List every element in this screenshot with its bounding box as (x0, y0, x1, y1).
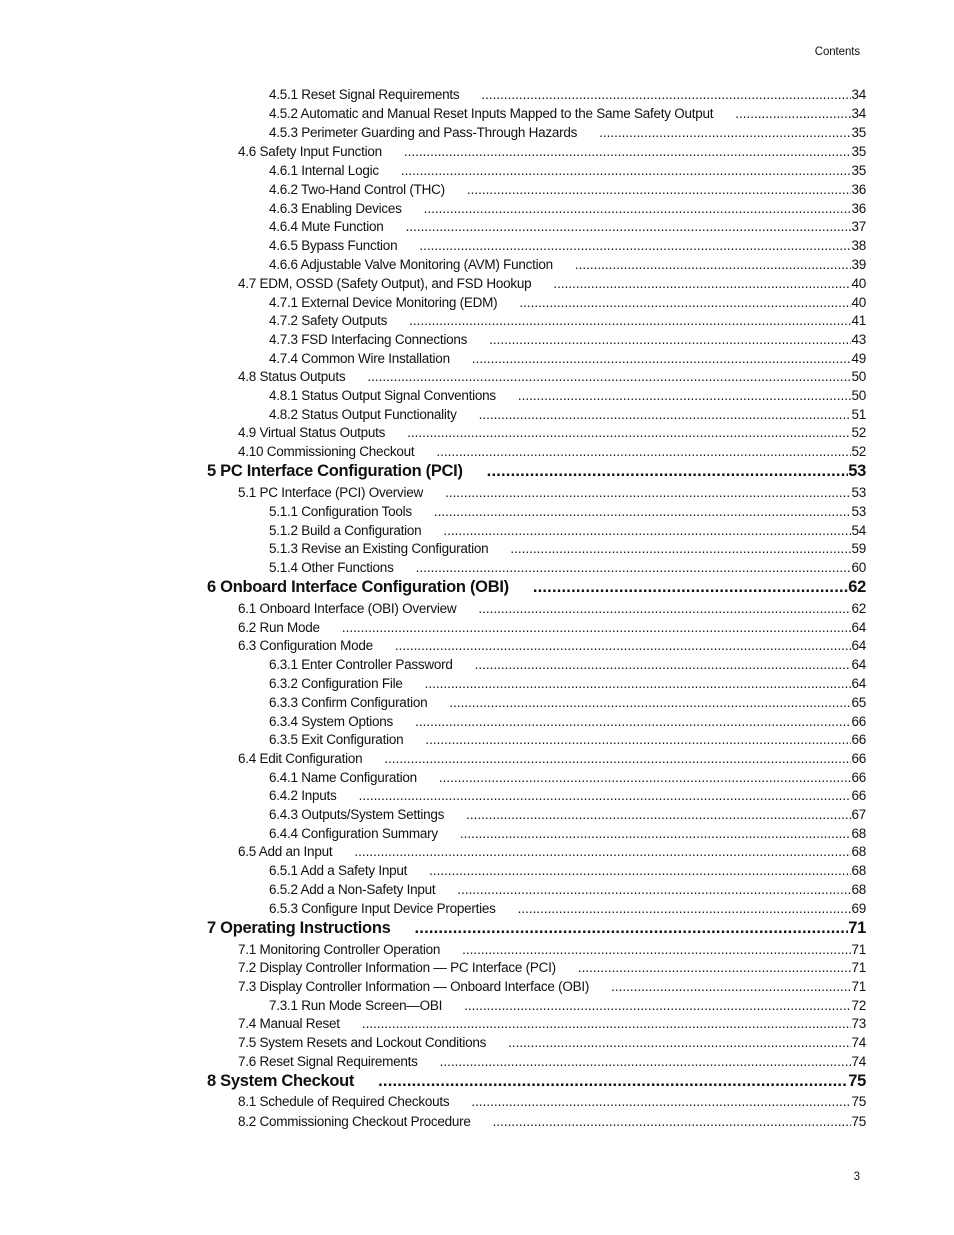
toc-entry-title: 6 Onboard Interface Configuration (OBI) (207, 578, 509, 596)
toc-entry[interactable] (269, 862, 866, 880)
toc-entry[interactable] (238, 424, 866, 442)
page-number: 3 (853, 1171, 860, 1183)
toc-entry-title: 7.3 Display Controller Information — Onboard Interface (OBI) (238, 979, 590, 994)
toc-entry-page: 73 (851, 1016, 866, 1031)
toc-entry-title: 4.6.4 Mute Function (269, 219, 384, 234)
toc-entry-page: 74 (851, 1035, 866, 1050)
toc-dot-leader (489, 331, 851, 349)
toc-entry-page: 50 (851, 369, 866, 384)
toc-entry-title: 6.5.3 Configure Input Device Properties (269, 901, 496, 916)
toc-entry-title: 4.5.2 Automatic and Manual Reset Inputs Mapped to the Same Safety Output (269, 106, 714, 121)
toc-entry-title: 6.3.2 Configuration File (269, 676, 403, 691)
toc-dot-leader (367, 368, 851, 386)
toc-dot-leader (481, 86, 851, 104)
toc-entry-page: 34 (851, 106, 866, 121)
toc-entry-title: 5.1.2 Build a Configuration (269, 523, 422, 538)
toc-dot-leader (415, 918, 849, 938)
toc-entry[interactable] (269, 731, 866, 749)
toc-entry-page: 74 (851, 1054, 866, 1069)
toc-entry-title: 5.1 PC Interface (PCI) Overview (238, 485, 424, 500)
toc-entry[interactable] (269, 218, 866, 236)
toc-entry-title: 4.7.2 Safety Outputs (269, 313, 388, 328)
toc-entry-page: 52 (851, 425, 866, 440)
toc-entry[interactable] (269, 200, 866, 218)
toc-entry-page: 71 (848, 919, 866, 937)
toc-entry-page: 64 (851, 676, 866, 691)
toc-entry-page: 66 (851, 788, 866, 803)
toc-entry-page: 43 (851, 332, 866, 347)
toc-entry-title: 7.3.1 Run Mode Screen—OBI (269, 998, 443, 1013)
toc-dot-leader (735, 105, 851, 123)
toc-entry-title: 8 System Checkout (207, 1072, 355, 1090)
toc-dot-leader (467, 181, 852, 199)
toc-entry[interactable] (269, 559, 866, 577)
toc-dot-leader (460, 825, 852, 843)
toc-entry-page: 69 (851, 901, 866, 916)
toc-entry[interactable] (238, 843, 866, 861)
toc-entry[interactable] (269, 331, 866, 349)
toc-entry-page: 71 (851, 942, 866, 957)
toc-entry-page: 54 (851, 523, 866, 538)
toc-entry-title: 6.5 Add an Input (238, 844, 333, 859)
toc-entry-title: 4.8.2 Status Output Functionality (269, 407, 457, 422)
toc-entry[interactable] (269, 181, 866, 199)
toc-dot-leader (578, 959, 852, 977)
toc-dot-leader (533, 577, 848, 597)
toc-entry[interactable] (269, 522, 866, 540)
toc-entry-page: 75 (851, 1114, 866, 1129)
toc-entry-page: 68 (851, 844, 866, 859)
toc-entry-title: 5.1.1 Configuration Tools (269, 504, 412, 519)
toc-dot-leader (457, 881, 851, 899)
toc-entry-title: 5.1.4 Other Functions (269, 560, 394, 575)
toc-entry-page: 37 (851, 219, 866, 234)
toc-entry-title: 5.1.3 Revise an Existing Configuration (269, 541, 489, 556)
toc-entry-title: 4.6.5 Bypass Function (269, 238, 398, 253)
toc-dot-leader (599, 124, 851, 142)
toc-entry-page: 59 (851, 541, 866, 556)
toc-entry-page: 35 (851, 125, 866, 140)
toc-entry-page: 68 (851, 882, 866, 897)
toc-entry-page: 36 (851, 201, 866, 216)
toc-entry-title: 4.7 EDM, OSSD (Safety Output), and FSD Hookup (238, 276, 532, 291)
toc-dot-leader (471, 1093, 851, 1111)
toc-entry-page: 67 (851, 807, 866, 822)
toc-entry[interactable] (269, 124, 866, 142)
toc-dot-leader (449, 694, 851, 712)
toc-entry[interactable] (269, 881, 866, 899)
toc-entry-title: 4.8.1 Status Output Signal Conventions (269, 388, 496, 403)
toc-dot-leader (479, 406, 852, 424)
toc-dot-leader (518, 387, 852, 405)
toc-dot-leader (342, 619, 852, 637)
toc-entry-title: 4.9 Virtual Status Outputs (238, 425, 386, 440)
toc-entry-page: 36 (851, 182, 866, 197)
toc-entry[interactable] (269, 713, 866, 731)
toc-dot-leader (493, 1113, 852, 1131)
toc-entry[interactable] (269, 694, 866, 712)
toc-dot-leader (611, 978, 851, 996)
toc-entry[interactable] (269, 825, 866, 843)
toc-entry[interactable] (269, 105, 866, 123)
toc-entry[interactable] (269, 900, 866, 918)
toc-entry-title: 8.2 Commissioning Checkout Procedure (238, 1114, 471, 1129)
toc-entry-page: 52 (851, 444, 866, 459)
toc-entry-page: 64 (851, 638, 866, 653)
toc-entry[interactable] (238, 1053, 866, 1071)
page-header: Contents (814, 46, 860, 58)
toc-dot-leader (404, 143, 852, 161)
toc-dot-leader (462, 941, 851, 959)
toc-entry[interactable] (238, 750, 866, 768)
toc-entry[interactable] (207, 1071, 866, 1091)
toc-dot-leader (445, 484, 851, 502)
toc-entry-page: 40 (851, 295, 866, 310)
toc-entry[interactable] (238, 275, 866, 293)
toc-dot-leader (429, 862, 851, 880)
toc-entry-page: 71 (851, 979, 866, 994)
toc-entry-title: 4.7.1 External Device Monitoring (EDM) (269, 295, 498, 310)
toc-entry[interactable] (238, 1015, 866, 1033)
toc-entry-title: 6.4.3 Outputs/System Settings (269, 807, 445, 822)
toc-entry-page: 35 (851, 144, 866, 159)
toc-entry-title: 7.6 Reset Signal Requirements (238, 1054, 418, 1069)
toc-entry-title: 4.7.3 FSD Interfacing Connections (269, 332, 468, 347)
toc-entry-page: 64 (851, 620, 866, 635)
toc-dot-leader (434, 503, 852, 521)
toc-entry[interactable] (269, 86, 866, 104)
toc-dot-leader (443, 522, 851, 540)
toc-entry[interactable] (269, 503, 866, 521)
toc-dot-leader (425, 675, 852, 693)
toc-entry[interactable] (269, 350, 866, 368)
toc-dot-leader (416, 559, 852, 577)
toc-dot-leader (519, 294, 851, 312)
toc-entry[interactable] (238, 959, 866, 977)
toc-entry-page: 38 (851, 238, 866, 253)
toc-entry[interactable] (207, 918, 866, 938)
toc-entry-title: 6.3.3 Confirm Configuration (269, 695, 428, 710)
toc-entry-title: 4.6 Safety Input Function (238, 144, 382, 159)
toc-entry-page: 51 (851, 407, 866, 422)
toc-dot-leader (475, 656, 852, 674)
toc-dot-leader (472, 350, 852, 368)
toc-dot-leader (575, 256, 852, 274)
toc-entry-title: 6.3.4 System Options (269, 714, 394, 729)
toc-entry[interactable] (269, 540, 866, 558)
toc-entry-title: 6.5.1 Add a Safety Input (269, 863, 408, 878)
toc-entry-title: 6.5.2 Add a Non-Safety Input (269, 882, 436, 897)
toc-dot-leader (415, 713, 851, 731)
toc-entry-page: 66 (851, 714, 866, 729)
toc-entry[interactable] (269, 997, 866, 1015)
toc-entry-page: 66 (851, 770, 866, 785)
toc-dot-leader (362, 1015, 852, 1033)
toc-dot-leader (510, 540, 851, 558)
toc-entry-page: 72 (851, 998, 866, 1013)
toc-entry[interactable] (269, 294, 866, 312)
toc-dot-leader (378, 1071, 848, 1091)
toc-dot-leader (518, 900, 852, 918)
toc-dot-leader (436, 443, 851, 461)
toc-entry-title: 6.4 Edit Configuration (238, 751, 363, 766)
toc-entry-title: 6.1 Onboard Interface (OBI) Overview (238, 601, 457, 616)
toc-entry[interactable] (238, 368, 866, 386)
toc-entry-title: 7.2 Display Controller Information — PC Interface (PCI) (238, 960, 556, 975)
toc-entry-title: 6.4.1 Name Configuration (269, 770, 417, 785)
toc-dot-leader (401, 162, 852, 180)
toc-entry-title: 6.4.2 Inputs (269, 788, 337, 803)
toc-entry-page: 64 (851, 657, 866, 672)
toc-entry-title: 4.7.4 Common Wire Installation (269, 351, 450, 366)
toc-entry[interactable] (238, 443, 866, 461)
toc-entry[interactable] (269, 406, 866, 424)
toc-entry-title: 4.5.1 Reset Signal Requirements (269, 87, 460, 102)
toc-entry[interactable] (269, 312, 866, 330)
toc-entry[interactable] (269, 675, 866, 693)
toc-entry-page: 41 (851, 313, 866, 328)
toc-entry[interactable] (207, 577, 866, 597)
toc-dot-leader (425, 731, 851, 749)
toc-dot-leader (409, 312, 851, 330)
toc-dot-leader (384, 750, 851, 768)
toc-entry-page: 68 (851, 826, 866, 841)
toc-entry-page: 75 (851, 1094, 866, 1109)
toc-entry[interactable] (238, 484, 866, 502)
toc-entry[interactable] (269, 787, 866, 805)
toc-entry[interactable] (238, 637, 866, 655)
toc-entry-page: 75 (848, 1072, 866, 1090)
toc-entry-page: 35 (851, 163, 866, 178)
toc-entry[interactable] (207, 461, 866, 481)
toc-dot-leader (440, 1053, 852, 1071)
toc-dot-leader (439, 769, 852, 787)
toc-entry-title: 7.1 Monitoring Controller Operation (238, 942, 441, 957)
toc-entry[interactable] (238, 619, 866, 637)
toc-entry-page: 39 (851, 257, 866, 272)
toc-entry[interactable] (269, 656, 866, 674)
toc-entry-page: 53 (851, 485, 866, 500)
toc-entry-page: 53 (848, 462, 866, 480)
toc-entry-page: 49 (851, 351, 866, 366)
toc-entry-title: 7.5 System Resets and Lockout Conditions (238, 1035, 487, 1050)
toc-entry-title: 8.1 Schedule of Required Checkouts (238, 1094, 450, 1109)
toc-entry[interactable] (269, 237, 866, 255)
toc-entry-title: 6.3.1 Enter Controller Password (269, 657, 453, 672)
toc-entry[interactable] (238, 1093, 866, 1111)
toc-entry[interactable] (269, 387, 866, 405)
toc-dot-leader (508, 1034, 851, 1052)
toc-dot-leader (466, 806, 851, 824)
toc-dot-leader (407, 424, 851, 442)
toc-entry-page: 65 (851, 695, 866, 710)
toc-entry-page: 60 (851, 560, 866, 575)
toc-entry[interactable] (238, 143, 866, 161)
toc-dot-leader (406, 218, 852, 236)
toc-dot-leader (359, 787, 852, 805)
toc-entry-page: 68 (851, 863, 866, 878)
toc-entry[interactable] (269, 162, 866, 180)
toc-entry-title: 6.3.5 Exit Configuration (269, 732, 404, 747)
toc-dot-leader (419, 237, 851, 255)
toc-dot-leader (464, 997, 851, 1015)
toc-entry[interactable] (238, 941, 866, 959)
toc-entry-page: 66 (851, 751, 866, 766)
toc-entry-title: 4.6.1 Internal Logic (269, 163, 379, 178)
toc-entry-page: 40 (851, 276, 866, 291)
toc-entry[interactable] (238, 600, 866, 618)
toc-entry-title: 5 PC Interface Configuration (PCI) (207, 462, 463, 480)
toc-entry[interactable] (269, 806, 866, 824)
toc-entry-page: 50 (851, 388, 866, 403)
toc-entry[interactable] (238, 978, 866, 996)
toc-entry-title: 4.6.6 Adjustable Valve Monitoring (AVM) Function (269, 257, 553, 272)
toc-entry-title: 6.4.4 Configuration Summary (269, 826, 438, 841)
toc-dot-leader (424, 200, 852, 218)
toc-entry-page: 66 (851, 732, 866, 747)
toc-entry-page: 62 (851, 601, 866, 616)
toc-entry-title: 4.10 Commissioning Checkout (238, 444, 415, 459)
toc-dot-leader (354, 843, 851, 861)
toc-entry-page: 53 (851, 504, 866, 519)
toc-entry-title: 6.3 Configuration Mode (238, 638, 373, 653)
toc-entry[interactable] (269, 769, 866, 787)
toc-dot-leader (478, 600, 851, 618)
toc-entry-title: 7 Operating Instructions (207, 919, 391, 937)
toc-entry-title: 4.6.3 Enabling Devices (269, 201, 402, 216)
toc-entry-page: 34 (851, 87, 866, 102)
toc-entry[interactable] (269, 256, 866, 274)
toc-dot-leader (553, 275, 851, 293)
toc-entry-title: 7.4 Manual Reset (238, 1016, 340, 1031)
toc-dot-leader (487, 461, 849, 481)
toc-entry-page: 71 (851, 960, 866, 975)
toc-entry[interactable] (238, 1034, 866, 1052)
toc-dot-leader (395, 637, 852, 655)
toc-entry[interactable] (238, 1113, 866, 1131)
toc-entry-title: 4.5.3 Perimeter Guarding and Pass-Through Hazards (269, 125, 578, 140)
toc-entry-title: 4.8 Status Outputs (238, 369, 346, 384)
toc-entry-title: 4.6.2 Two-Hand Control (THC) (269, 182, 445, 197)
toc-entry-page: 62 (848, 578, 866, 596)
toc-entry-title: 6.2 Run Mode (238, 620, 320, 635)
